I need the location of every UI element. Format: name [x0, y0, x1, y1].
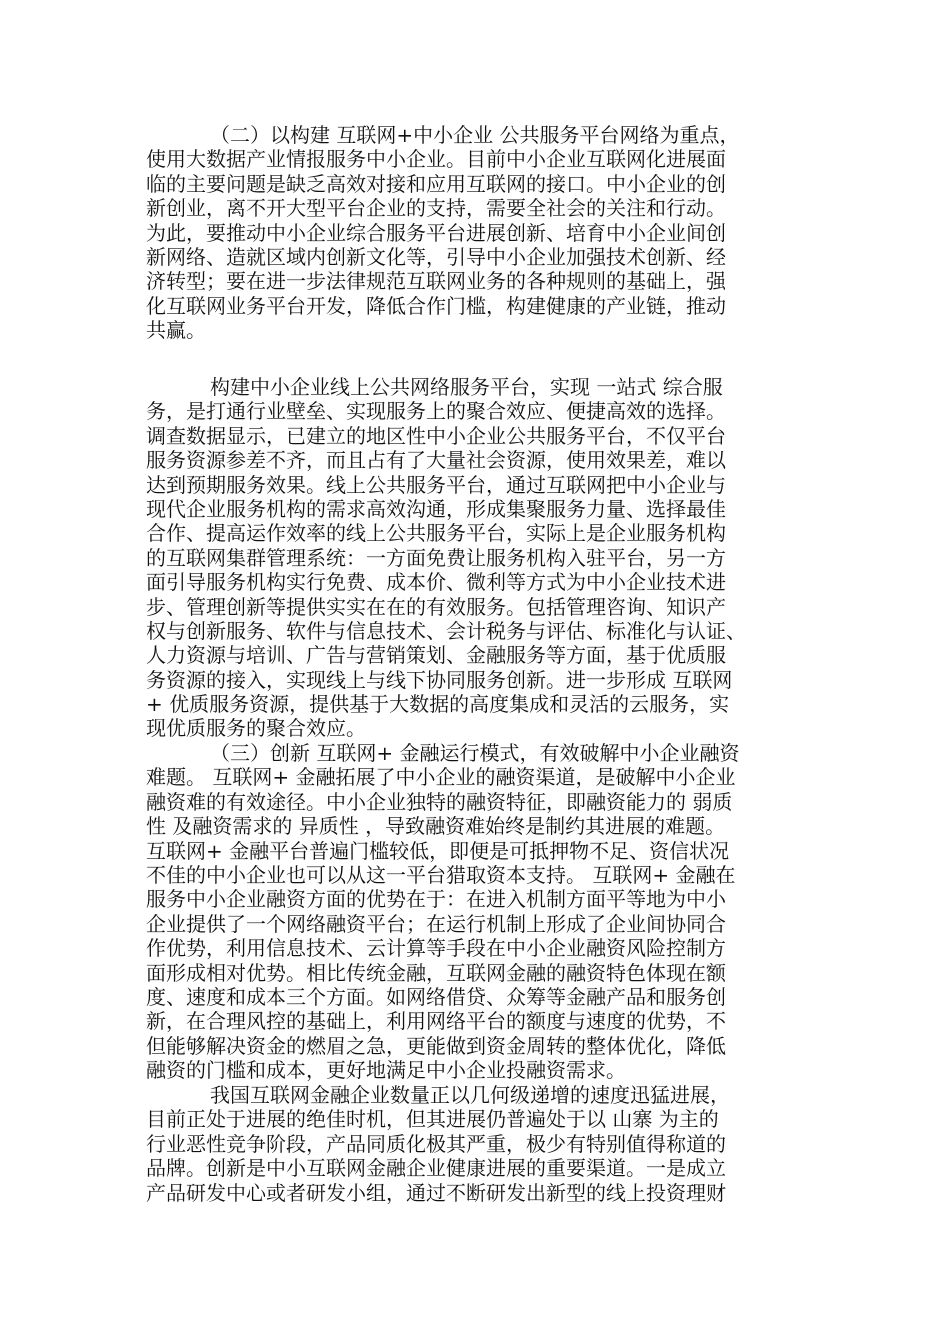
text-line: + 优质服务资源，提供基于大数据的高度集成和灵活的云服务，实	[146, 692, 730, 717]
text-line: 务，是打通行业壁垒、实现服务上的聚合效应、便捷高效的选择。	[146, 399, 726, 424]
text-line: 目前正处于进展的绝佳时机，但其进展仍普遍处于以 山寨 为主的	[146, 1107, 719, 1132]
paragraph-2	[146, 375, 812, 741]
text-line: 度、速度和成本三个方面。如网络借贷、众筹等金融产品和服务创	[146, 984, 726, 1009]
text-line: 面形成相对优势。相比传统金融，互联网金融的融资特色体现在额	[146, 960, 726, 985]
text-line: 不佳的中小企业也可以从这一平台猎取资本支持。 互联网+ 金融在	[146, 862, 736, 887]
text-line: 现代企业服务机构的需求高效沟通，形成集聚服务力量、选择最佳	[146, 496, 726, 521]
text-line: 济转型；要在进一步法律规范互联网业务的各种规则的基础上，强	[146, 269, 726, 294]
text-line: 新，在合理风控的基础上，利用网络平台的额度与速度的优势，不	[146, 1009, 726, 1034]
paragraph-3	[146, 741, 812, 1082]
text-line: 务资源的接入，实现线上与线下协同服务创新。进一步形成 互联网	[146, 667, 733, 692]
text-line: 化互联网业务平台开发，降低合作门槛，构建健康的产业链，推动	[146, 293, 726, 318]
text-line: 企业提供了一个网络融资平台；在运行机制上形成了企业间协同合	[146, 911, 726, 936]
text-line: 的互联网集群管理系统：一方面免费让服务机构入驻平台，另一方	[146, 545, 726, 570]
text-line: 为此，要推动中小企业综合服务平台进展创新、培育中小企业间创	[146, 220, 726, 245]
text-line: 行业恶性竞争阶段，产品同质化极其严重，极少有特别值得称道的	[146, 1131, 726, 1156]
text-line: 融资的门槛和成本，更好地满足中小企业投融资需求。	[146, 1058, 626, 1083]
text-line: 新创业，离不开大型平台企业的支持，需要全社会的关注和行动。	[146, 196, 726, 221]
text-line: 我国互联网金融企业数量正以几何级递增的速度迅猛进展，	[210, 1083, 730, 1107]
text-line: 合作、提高运作效率的线上公共服务平台，实际上是企业服务机构	[146, 521, 726, 546]
text-line: 临的主要问题是缺乏高效对接和应用互联网的接口。中小企业的创	[146, 171, 726, 196]
text-line: 现优质服务的聚合效应。	[146, 716, 366, 741]
text-line: 构建中小企业线上公共网络服务平台，实现 一站式 综合服	[210, 375, 723, 399]
text-line: 互联网+ 金融平台普遍门槛较低，即便是可抵押物不足、资信状况	[146, 838, 730, 863]
text-line: 作优势，利用信息技术、云计算等手段在中小企业融资风险控制方	[146, 936, 726, 961]
text-line: 但能够解决资金的燃眉之急，更能做到资金周转的整体优化，降低	[146, 1033, 726, 1058]
text-line: 面引导服务机构实行免费、成本价、微利等方式为中小企业技术进	[146, 570, 726, 595]
text-line: 难题。 互联网+ 金融拓展了中小企业的融资渠道，是破解中小企业	[146, 765, 736, 790]
text-line: 服务中小企业融资方面的优势在于：在进入机制方面平等地为中小	[146, 887, 726, 912]
text-line: 性 及融资需求的 异质性 ，导致融资难始终是制约其进展的难题。	[146, 814, 726, 839]
text-line: （三）创新 互联网+ 金融运行模式，有效破解中小企业融资	[210, 741, 740, 765]
text-line: 服务资源参差不齐，而且占有了大量社会资源，使用效果差，难以	[146, 448, 726, 473]
text-line: 权与创新服务、软件与信息技术、会计税务与评估、标准化与认证、	[146, 618, 746, 643]
text-line: 达到预期服务效果。线上公共服务平台，通过互联网把中小企业与	[146, 472, 726, 497]
text-line: （二）以构建 互联网+中小企业 公共服务平台网络为重点，	[210, 123, 740, 147]
text-line: 品牌。创新是中小互联网金融企业健康进展的重要渠道。一是成立	[146, 1156, 726, 1181]
text-line: 共赢。	[146, 318, 206, 343]
text-line: 调查数据显示，已建立的地区性中小企业公共服务平台，不仅平台	[146, 423, 726, 448]
text-line: 步、管理创新等提供实实在在的有效服务。包括管理咨询、知识产	[146, 594, 726, 619]
text-line: 产品研发中心或者研发小组，通过不断研发出新型的线上投资理财	[146, 1180, 726, 1205]
text-line: 新网络、造就区域内创新文化等，引导中小企业加强技术创新、经	[146, 244, 726, 269]
paragraph-4	[146, 1083, 812, 1205]
paragraph-1	[146, 123, 812, 343]
text-line: 人力资源与培训、广告与营销策划、金融服务等方面，基于优质服	[146, 643, 726, 668]
text-line: 融资难的有效途径。中小企业独特的融资特征，即融资能力的 弱质	[146, 789, 733, 814]
text-line: 使用大数据产业情报服务中小企业。目前中小企业互联网化进展面	[146, 147, 726, 172]
